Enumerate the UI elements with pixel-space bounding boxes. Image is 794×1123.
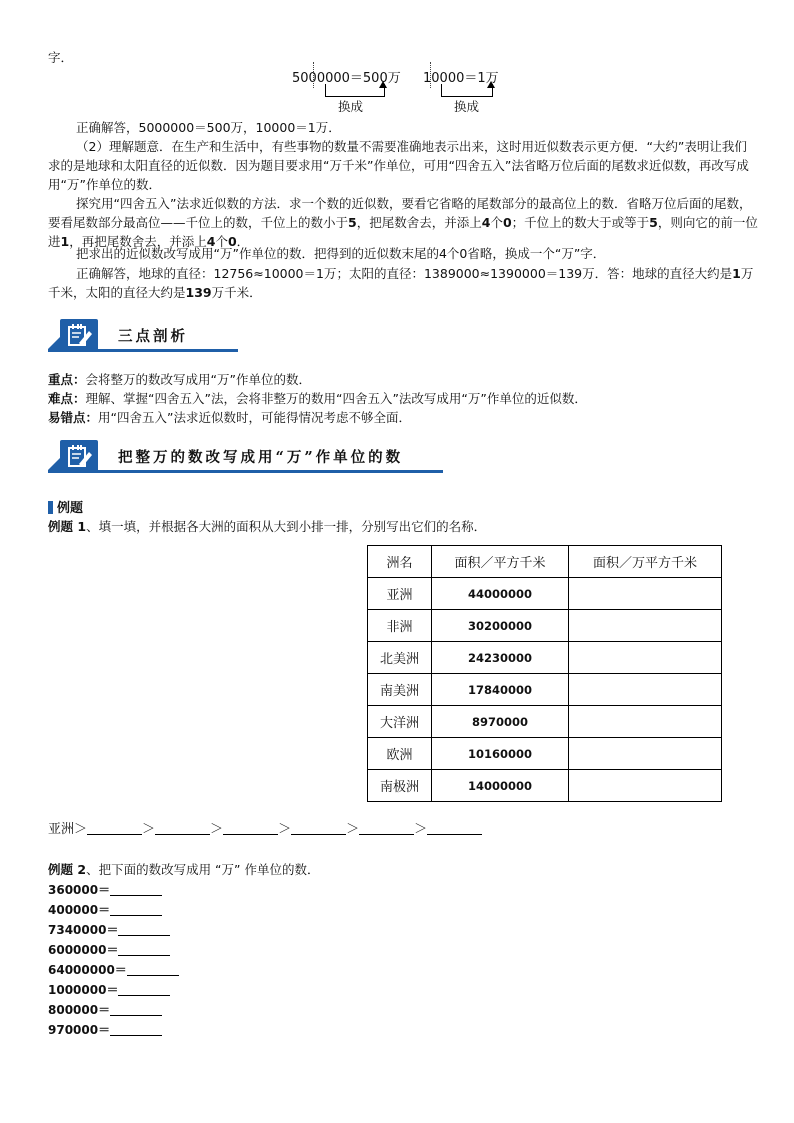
table-row: 亚洲 44000000 [368,578,722,610]
table-row: 欧洲 10160000 [368,738,722,770]
list-item: 360000＝ [48,880,179,900]
list-item: 970000＝ [48,1020,179,1040]
answer-blank[interactable] [118,982,170,996]
paragraph-4: 把求出的近似数改写成用“万”作单位的数．把得到的近似数末尾的4个0省略，换成一个“万”字． [76,246,606,261]
answer-cell[interactable] [569,674,722,706]
example2-prompt: 例题 2、把下面的数改写成用 “万” 作单位的数． [48,862,320,877]
continent-area-table [367,545,722,802]
paragraph-3: 探究用“四舍五入”法求近似数的方法．求一个数的近似数，要看它省略的尾数部分的最高位上的数．省略万位后面的尾数，要看尾数部分最高位——千位上的数，千位上的数小于5，把尾数舍去，并添上4个0；千位上的数大于或等于5，则向它的前一位进1，再把尾数舍去，并添上4个0． [48,196,758,249]
conversion-right-label: 换成 [454,99,480,114]
list-item: 6000000＝ [48,940,179,960]
paragraph-5: 正确解答，地球的直径：12756≈10000＝1万；太阳的直径：1389000≈1390000＝139万．答：地球的直径大约是1万千米，太阳的直径大约是139万千米． [48,266,754,300]
list-item: 64000000＝ [48,960,179,980]
bracket-left [325,84,385,97]
text-fragment: 字． [48,50,74,65]
notepad-pencil-icon [60,440,98,472]
key-point: 难点：理解、掌握“四舍五入”法，会将非整万的数用“四舍五入”法改写成用“万”作单位的近似数． [48,391,587,406]
key-points [48,370,587,427]
answer-blank[interactable] [110,882,162,896]
answer-blank[interactable] [291,821,346,835]
table-row: 南美洲 17840000 [368,674,722,706]
answer-blank[interactable] [110,1022,162,1036]
answer-blank[interactable] [87,821,142,835]
conversion-left-expr: 5000000＝500万 [292,71,401,86]
bracket-right [441,84,493,97]
answer-blank[interactable] [110,1002,162,1016]
table-row: 北美洲 24230000 [368,642,722,674]
list-item: 800000＝ [48,1000,179,1020]
example-tag: 例题 [48,497,83,516]
answer-cell[interactable] [569,642,722,674]
list-item: 7340000＝ [48,920,179,940]
answer-blank[interactable] [155,821,210,835]
example2-list [48,880,179,1040]
notepad-pencil-icon [60,319,98,351]
banner-title: 把整万的数改写成用“万”作单位的数 [118,449,404,466]
answer-cell[interactable] [569,610,722,642]
answer-cell[interactable] [569,578,722,610]
example1-prompt: 例题 1、填一填，并根据各大洲的面积从大到小排一排，分别写出它们的名称． [48,519,487,534]
answer-blank[interactable] [359,821,414,835]
ordering-line: 亚洲＞ ＞ ＞ ＞ ＞ ＞ [48,818,482,837]
banner-title: 三点剖析 [118,328,188,345]
list-item: 400000＝ [48,900,179,920]
answer-blank[interactable] [110,902,162,916]
answer-cell[interactable] [569,738,722,770]
table-row: 非洲 30200000 [368,610,722,642]
answer-blank[interactable] [223,821,278,835]
paragraph-2: （2）理解题意．在生产和生活中，有些事物的数量不需要准确地表示出来，这时用近似数表示更方便．“大约”表明让我们求的是地球和太阳直径的近似数．因为题目要求用“万千米”作单位，可用“四舍五入”法省略万位后面的尾数求近似数，再改写成用“万”作单位的数． [48,139,749,192]
table-row: 南极洲 14000000 [368,770,722,802]
conversion-right-expr: 10000＝1万 [423,71,499,86]
answer-blank[interactable] [127,962,179,976]
list-item: 1000000＝ [48,980,179,1000]
answer-cell[interactable] [569,770,722,802]
key-point: 重点：会将整万的数改写成用“万”作单位的数． [48,372,311,387]
conversion-left-label: 换成 [338,99,364,114]
answer-blank[interactable] [118,922,170,936]
table-header-row: 洲名 面积／平方千米 面积／万平方千米 [368,546,722,578]
answer-cell[interactable] [569,706,722,738]
table-row: 大洋洲 8970000 [368,706,722,738]
key-point: 易错点：用“四舍五入”法求近似数时，可能得情况考虑不够全面． [48,410,411,425]
answer-blank[interactable] [427,821,482,835]
answer-blank[interactable] [118,942,170,956]
answer-line-1: 正确解答，5000000＝500万，10000＝1万． [76,120,341,135]
